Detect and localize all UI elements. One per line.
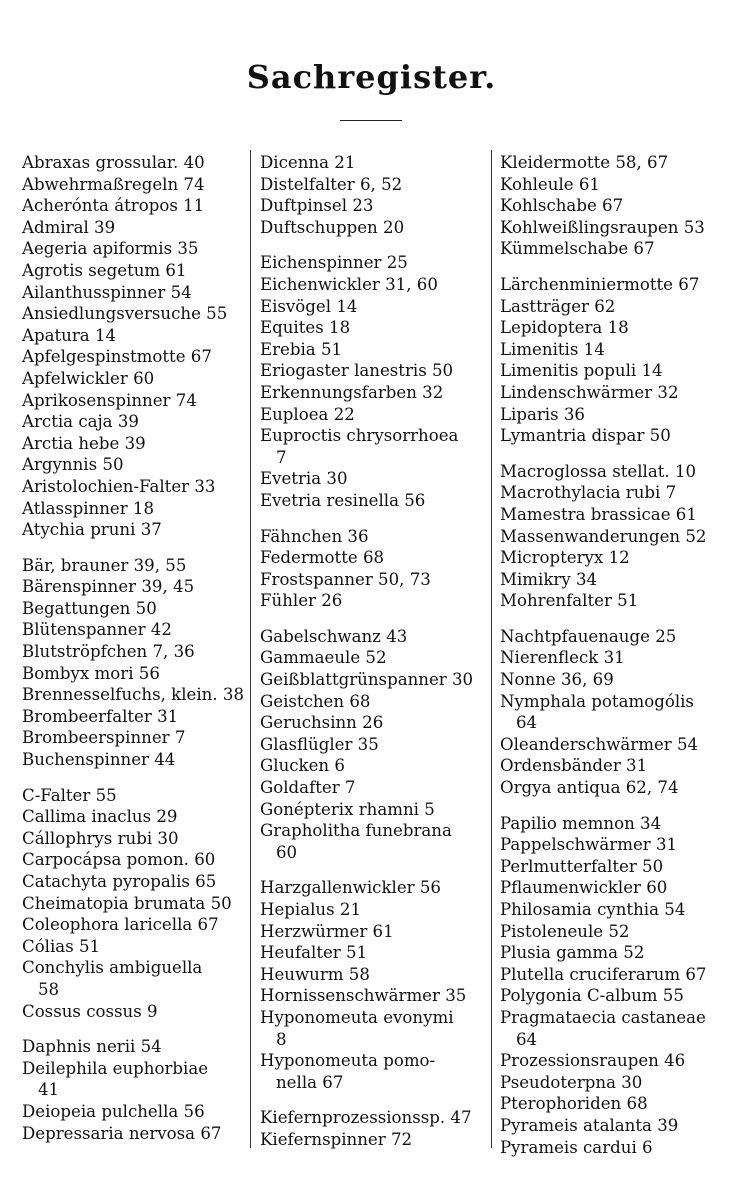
page-title: Sachregister.	[246, 58, 497, 96]
index-entry: Brombeerfalter 31	[22, 706, 179, 726]
index-entry: Distelfalter 6, 52	[260, 174, 403, 194]
index-entry: Kümmelschabe 67	[500, 239, 655, 259]
group-gap	[260, 512, 490, 526]
index-entry: Macroglossa stellat. 10	[500, 461, 697, 481]
index-entry: Pterophoriden 68	[500, 1094, 648, 1114]
index-entry-continuation: 41	[38, 1080, 60, 1100]
index-entry: Nonne 36, 69	[500, 670, 614, 690]
index-entry: Macrothylacia rubi 7	[500, 483, 677, 503]
index-entry: Pappelschwärmer 31	[500, 835, 678, 855]
index-entry: Mamestra brassicae 61	[500, 504, 697, 524]
index-entry: Grapholitha funebrana	[260, 821, 452, 841]
index-entry: Aegeria apiformis 35	[22, 239, 199, 259]
index-entry: Fühler 26	[260, 591, 343, 611]
index-entry: Brombeerspinner 7	[22, 728, 186, 748]
index-entry: Philosamia cynthia 54	[500, 900, 686, 919]
index-entry: Admiral 39	[22, 217, 116, 237]
index-entry: Lastträger 62	[500, 296, 616, 316]
group-gap	[22, 771, 250, 785]
index-entry: Hepialus 21	[260, 900, 362, 919]
index-entry: Abwehrmaßregeln 74	[22, 174, 205, 194]
index-entry: Gabelschwanz 43	[260, 626, 408, 646]
index-entry: Polygonia C-album 55	[500, 986, 684, 1006]
index-entry: Lindenschwärmer 32	[500, 382, 679, 402]
index-entry: Kiefernprozessionssp. 47	[260, 1108, 472, 1128]
index-entry: Hyponomeuta evonymi	[260, 1007, 454, 1027]
index-entry: Orgya antiqua 62, 74	[500, 778, 679, 798]
index-entry: Eisvögel 14	[260, 296, 358, 316]
index-entry: Aristolochien-Falter 33	[22, 476, 216, 496]
group-gap	[260, 863, 490, 877]
index-entry: Fähnchen 36	[260, 526, 369, 546]
index-entry: Depressaria nervosa 67	[22, 1123, 222, 1143]
index-entry: Cossus cossus 9	[22, 1001, 158, 1021]
index-entry: Blütenspanner 42	[22, 620, 172, 640]
index-entry: Conchylis ambiguella	[22, 958, 203, 978]
index-entry: Apfelwickler 60	[22, 368, 155, 388]
index-entry-continuation: 64	[516, 713, 538, 733]
index-entry: Hornissenschwärmer 35	[260, 986, 467, 1006]
index-entry: Prozessionsraupen 46	[500, 1051, 686, 1071]
index-entry: Oleanderschwärmer 54	[500, 734, 699, 754]
group-gap	[500, 799, 732, 813]
index-entry: Eichenspinner 25	[260, 253, 408, 273]
index-entry: Eichenwickler 31, 60	[260, 274, 438, 294]
index-entry: Gonépterix rhamni 5	[260, 799, 435, 819]
index-entry-continuation: 58	[38, 979, 60, 999]
index-entry: Plutella cruciferarum 67	[500, 964, 707, 984]
index-entry: Erebia 51	[260, 339, 343, 359]
index-entry: Daphnis nerii 54	[22, 1037, 162, 1057]
index-entry: Kleidermotte 58, 67	[500, 153, 669, 172]
index-entry: Geruchsinn 26	[260, 713, 384, 733]
index-entry: Acherónta átropos 11	[22, 196, 205, 216]
index-entry: Liparis 36	[500, 404, 585, 424]
index-entry: Massenwanderungen 52	[500, 526, 707, 546]
index-entry-continuation: nella 67	[276, 1072, 344, 1092]
index-entry: Arctia hebe 39	[22, 433, 146, 453]
index-entry: Limenitis populi 14	[500, 361, 663, 381]
index-entry: Pyrameis cardui 6	[500, 1137, 653, 1157]
group-gap	[260, 1093, 490, 1107]
index-entry: Papilio memnon 34	[500, 813, 662, 833]
index-entry: Goldafter 7	[260, 778, 356, 798]
index-entry: Geißblattgrünspanner 30	[260, 670, 474, 690]
index-column-2	[260, 152, 490, 1151]
index-entry: Euploea 22	[260, 404, 355, 424]
index-entry-continuation: 8	[276, 1029, 287, 1049]
group-gap	[260, 612, 490, 626]
group-gap	[22, 541, 250, 555]
index-entry: Federmotte 68	[260, 548, 385, 568]
index-entry: Apfelgespinstmotte 67	[22, 347, 212, 367]
group-gap	[500, 447, 732, 461]
index-entry: Cállophrys rubi 30	[22, 828, 179, 848]
index-entry: Callima inaclus 29	[22, 807, 178, 827]
index-entry: Nachtpfauenauge 25	[500, 626, 677, 646]
index-entry: Duftpinsel 23	[260, 196, 374, 216]
index-entry: Pistoleneule 52	[500, 921, 630, 941]
index-entry: Kiefernspinner 72	[260, 1129, 413, 1149]
index-entry: Micropteryx 12	[500, 548, 630, 568]
index-entry: Cólias 51	[22, 936, 101, 956]
index-entry: Eriogaster lanestris 50	[260, 361, 454, 381]
index-entry: Coleophora laricella 67	[22, 915, 219, 935]
index-entry: Lymantria dispar 50	[500, 426, 671, 446]
index-entry: Mimikry 34	[500, 569, 598, 589]
column-divider-1	[250, 150, 251, 1148]
index-entry: Brennesselfuchs, klein. 38	[22, 685, 245, 705]
index-entry: Aprikosenspinner 74	[22, 390, 197, 410]
index-entry-continuation: 7	[276, 447, 287, 467]
index-entry: Erkennungsfarben 32	[260, 382, 444, 402]
index-entry: Blutströpfchen 7, 36	[22, 642, 195, 662]
index-entry: Catachyta pyropalis 65	[22, 872, 217, 891]
index-entry: Kohlschabe 67	[500, 196, 624, 216]
index-entry: Euproctis chrysorrhoea	[260, 426, 459, 446]
index-entry: Mohrenfalter 51	[500, 591, 639, 611]
index-entry: Bärenspinner 39, 45	[22, 577, 195, 597]
index-entry: Atlasspinner 18	[22, 498, 155, 518]
group-gap	[260, 238, 490, 252]
index-entry: Lärchenminiermotte 67	[500, 274, 700, 294]
index-entry: Frostspanner 50, 73	[260, 569, 431, 589]
index-entry: Geistchen 68	[260, 691, 371, 711]
group-gap	[22, 1022, 250, 1036]
index-entry: Herzwürmer 61	[260, 921, 394, 941]
index-entry: Abraxas grossular. 40	[22, 153, 205, 172]
index-column-1	[22, 152, 250, 1144]
index-entry: Perlmutterfalter 50	[500, 856, 664, 876]
index-entry: Nymphala potamogólis	[500, 691, 694, 711]
index-entry: Carpocápsa pomon. 60	[22, 850, 216, 870]
index-entry: Bär, brauner 39, 55	[22, 555, 187, 575]
index-entry-continuation: 60	[276, 842, 298, 862]
index-entry: Dicenna 21	[260, 153, 356, 172]
index-entry: Bombyx mori 56	[22, 663, 160, 683]
index-entry: Cheimatopia brumata 50	[22, 893, 232, 913]
index-entry: Deilephila euphorbiae	[22, 1058, 209, 1078]
index-entry: Evetria 30	[260, 469, 348, 489]
index-entry: Heuwurm 58	[260, 964, 370, 984]
group-gap	[500, 612, 732, 626]
index-entry: Equites 18	[260, 318, 351, 338]
index-entry: Begattungen 50	[22, 598, 157, 618]
index-entry: Agrotis segetum 61	[22, 260, 187, 280]
index-entry: Lepidoptera 18	[500, 318, 629, 338]
index-entry: Duftschuppen 20	[260, 217, 405, 237]
index-entry-continuation: 64	[516, 1029, 538, 1049]
index-entry: Nierenfleck 31	[500, 648, 625, 668]
index-entry: Argynnis 50	[22, 455, 124, 475]
index-entry: Heufalter 51	[260, 943, 368, 963]
title-rule	[340, 120, 402, 121]
index-entry: Ordensbänder 31	[500, 756, 648, 776]
index-entry: Buchenspinner 44	[22, 750, 176, 770]
index-entry: Glasflügler 35	[260, 734, 379, 754]
index-entry: Kohlweißlingsraupen 53	[500, 217, 705, 237]
index-column-3	[500, 152, 732, 1158]
index-entry: Pseudoterpna 30	[500, 1072, 643, 1092]
index-entry: Harzgallenwickler 56	[260, 878, 441, 898]
index-entry: Limenitis 14	[500, 339, 605, 359]
index-entry: Arctia caja 39	[22, 412, 139, 432]
index-entry: Pragmataecia castaneae	[500, 1007, 706, 1027]
index-entry: Evetria resinella 56	[260, 490, 426, 510]
index-entry: Deiopeia pulchella 56	[22, 1101, 205, 1121]
group-gap	[500, 260, 732, 274]
index-entry: Pyrameis atalanta 39	[500, 1115, 679, 1135]
index-entry: Plusia gamma 52	[500, 943, 645, 963]
index-entry: Kohleule 61	[500, 174, 600, 194]
index-entry: Ailanthusspinner 54	[22, 282, 192, 302]
index-entry: Apatura 14	[22, 325, 117, 345]
index-entry: Gammaeule 52	[260, 648, 387, 668]
index-entry: Hyponomeuta pomo-	[260, 1051, 436, 1071]
column-divider-2	[491, 150, 492, 1148]
index-entry: Ansiedlungsversuche 55	[22, 304, 228, 324]
index-entry: Pflaumenwickler 60	[500, 878, 668, 898]
index-entry: C-Falter 55	[22, 785, 117, 805]
index-entry: Glucken 6	[260, 756, 345, 776]
index-entry: Atychia pruni 37	[22, 520, 162, 540]
